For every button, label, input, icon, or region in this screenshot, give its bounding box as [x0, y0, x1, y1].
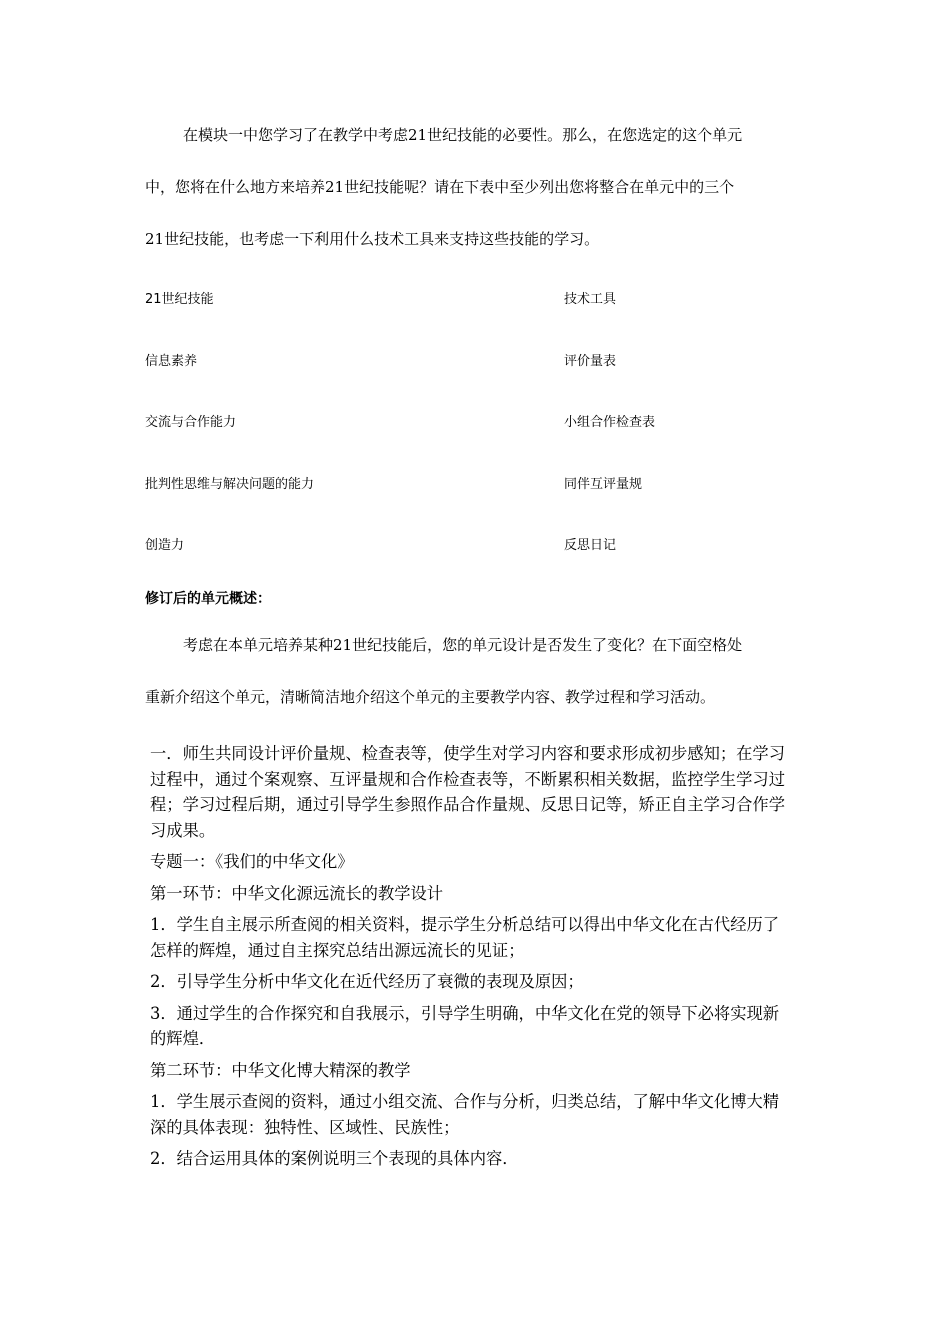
list-item: 2．引导学生分析中华文化在近代经历了衰微的表现及原因； [150, 972, 584, 991]
tool-cell: 同伴互评量规 [564, 476, 643, 492]
intro-line-1: 在模块一中您学习了在教学中考虑21世纪技能的必要性。那么，在您选定的这个单元 [183, 126, 743, 144]
list-item: 1．学生自主展示所查阅的相关资料，提示学生分析总结可以得出中华文化在古代经历了怎样的辉煌，通过自主探究总结出源远流长的见证； [150, 915, 780, 960]
revised-overview-intro [145, 638, 810, 742]
intro-paragraph [145, 128, 810, 284]
tool-cell: 小组合作检查表 [564, 415, 656, 430]
intro-line-2: 中，您将在什么地方来培养21世纪技能呢？请在下表中至少列出您将整合在单元中的三个 [145, 178, 735, 196]
overview-paragraph: 一．师生共同设计评价量规、检查表等，使学生对学习内容和要求形成初步感知；在学习过程中，通过个案观察、互评量规和合作检查表等，不断累积相关数据，监控学生学习过程；学习过程后期，通过引导学生参照作品合作量规、反思日记等，矫正自主学习合作学习成果。 [150, 744, 785, 840]
revised-line-2: 重新介绍这个单元，清晰简洁地介绍这个单元的主要教学内容、教学过程和学习活动。 [145, 688, 716, 706]
tool-cell: 评价量表 [564, 353, 617, 369]
revised-overview-heading: 修订后的单元概述： [145, 591, 271, 607]
table-row [145, 534, 810, 596]
tool-column-header: 技术工具 [564, 292, 617, 307]
list-item: 2．结合运用具体的案例说明三个表现的具体内容． [150, 1149, 519, 1168]
table-row [145, 350, 810, 412]
intro-line-3: 21世纪技能，也考虑一下利用什么技术工具来支持这些技能的学习。 [145, 230, 600, 248]
section-title: 第二环节：中华文化博大精深的教学 [150, 1060, 411, 1080]
table-row [145, 473, 810, 535]
table-row [145, 411, 810, 473]
skills-table-header [145, 288, 810, 350]
revised-line-1: 考虑在本单元培养某种21世纪技能后，您的单元设计是否发生了变化？在下面空格处 [183, 636, 743, 654]
skill-cell: 创造力 [145, 538, 185, 553]
section-title: 第一环节：中华文化源远流长的教学设计 [150, 883, 444, 903]
topic-title: 专题一：《我们的中华文化》 [150, 852, 354, 871]
list-item: 3．通过学生的合作探究和自我展示，引导学生明确，中华文化在党的领导下必将实现新的辉煌． [150, 1003, 780, 1048]
skill-column-header: 21世纪技能 [145, 292, 214, 307]
tool-cell: 反思日记 [564, 538, 617, 553]
skill-cell: 交流与合作能力 [145, 415, 237, 430]
unit-overview-body [150, 741, 790, 1178]
skills-table [145, 288, 810, 596]
skill-cell: 批判性思维与解决问题的能力 [145, 476, 315, 492]
skill-cell: 信息素养 [145, 353, 198, 369]
list-item: 1．学生展示查阅的资料，通过小组交流、合作与分析，归类总结，了解中华文化博大精深的具体表现：独特性、区域性、民族性； [150, 1092, 780, 1137]
